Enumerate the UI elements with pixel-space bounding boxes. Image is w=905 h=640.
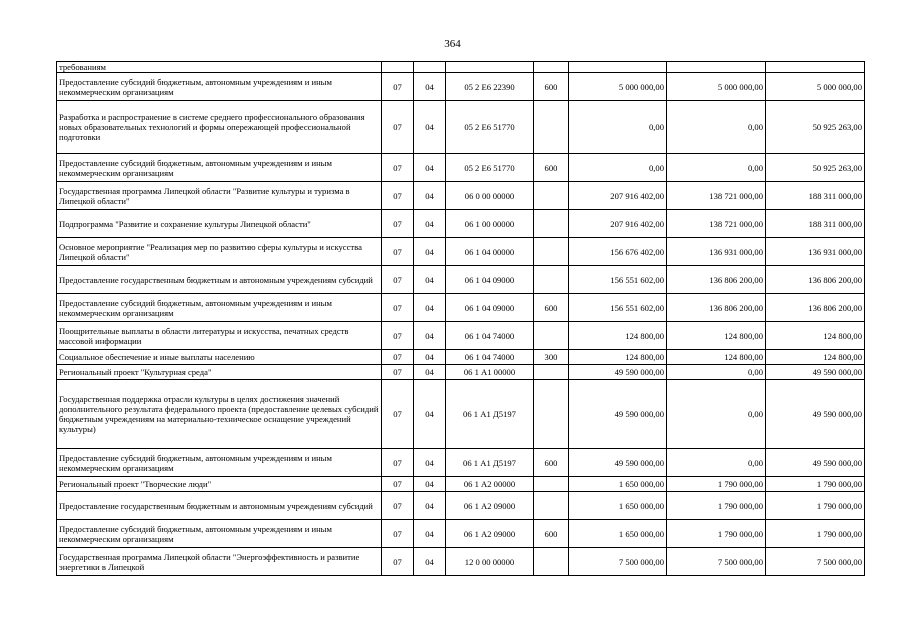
row-name-cell: Предоставление субсидий бюджетным, автономным учреждениям и иным некоммерческим организациям: [57, 520, 382, 548]
table-row: [57, 210, 865, 238]
row-year2-amount-cell: 0,00: [667, 449, 766, 477]
row-year3-amount-cell: 50 925 263,00: [766, 154, 865, 182]
table-row: [57, 449, 865, 477]
row-expense-type-cell: 600: [534, 73, 569, 101]
row-year3-amount-cell: 136 806 200,00: [766, 294, 865, 322]
row-year2-amount-cell: 124 800,00: [667, 350, 766, 365]
row-subsection-cell: 04: [414, 477, 446, 492]
row-subsection-cell: 04: [414, 294, 446, 322]
row-subsection-cell: 04: [414, 266, 446, 294]
row-section-cell: 07: [382, 294, 414, 322]
row-section-cell: 07: [382, 154, 414, 182]
row-year3-amount-cell: [766, 62, 865, 73]
row-year1-amount-cell: 49 590 000,00: [569, 449, 667, 477]
row-year2-amount-cell: 138 721 000,00: [667, 182, 766, 210]
row-target-article-cell: 06 1 04 09000: [446, 266, 534, 294]
row-year1-amount-cell: 49 590 000,00: [569, 365, 667, 380]
row-expense-type-cell: 600: [534, 294, 569, 322]
row-subsection-cell: 04: [414, 73, 446, 101]
row-year2-amount-cell: 1 790 000,00: [667, 492, 766, 520]
table-row: [57, 350, 865, 365]
row-year1-amount-cell: 124 800,00: [569, 350, 667, 365]
row-year3-amount-cell: 49 590 000,00: [766, 380, 865, 449]
row-year2-amount-cell: 0,00: [667, 365, 766, 380]
row-expense-type-cell: [534, 266, 569, 294]
row-target-article-cell: 05 2 Е6 22390: [446, 73, 534, 101]
row-year2-amount-cell: 0,00: [667, 101, 766, 154]
row-target-article-cell: 12 0 00 00000: [446, 548, 534, 576]
row-year3-amount-cell: 124 800,00: [766, 350, 865, 365]
row-year3-amount-cell: 1 790 000,00: [766, 477, 865, 492]
row-name-cell: Предоставление субсидий бюджетным, автономным учреждениям и иным некоммерческим организациям: [57, 154, 382, 182]
budget-table: [56, 61, 865, 576]
row-year2-amount-cell: 124 800,00: [667, 322, 766, 350]
row-expense-type-cell: [534, 365, 569, 380]
row-name-cell: Государственная программа Липецкой области "Энергоэффективность и развитие энергетики в Липецкой: [57, 548, 382, 576]
row-year2-amount-cell: 0,00: [667, 154, 766, 182]
row-name-cell: Предоставление государственным бюджетным и автономным учреждениям субсидий: [57, 266, 382, 294]
row-subsection-cell: 04: [414, 238, 446, 266]
row-name-cell: Предоставление субсидий бюджетным, автономным учреждениям и иным некоммерческим организациям: [57, 294, 382, 322]
row-name-cell: Предоставление субсидий бюджетным, автономным учреждениям и иным некоммерческим организациям: [57, 449, 382, 477]
row-target-article-cell: 06 1 А1 Д5197: [446, 449, 534, 477]
row-section-cell: 07: [382, 520, 414, 548]
row-year1-amount-cell: 207 916 402,00: [569, 182, 667, 210]
row-year1-amount-cell: [569, 62, 667, 73]
row-expense-type-cell: [534, 210, 569, 238]
row-subsection-cell: 04: [414, 101, 446, 154]
row-subsection-cell: 04: [414, 380, 446, 449]
row-subsection-cell: 04: [414, 350, 446, 365]
row-expense-type-cell: 600: [534, 449, 569, 477]
row-name-cell: Предоставление субсидий бюджетным, автономным учреждениям и иным некоммерческим организациям: [57, 73, 382, 101]
page-number: 364: [444, 38, 461, 50]
row-name-cell: Социальное обеспечение и иные выплаты населению: [57, 350, 382, 365]
table-row: [57, 294, 865, 322]
table-row: [57, 322, 865, 350]
row-subsection-cell: 04: [414, 154, 446, 182]
row-section-cell: 07: [382, 266, 414, 294]
row-name-cell: Государственная поддержка отрасли культуры в целях достижения значений дополнительного результата федерального проекта (предоставление целевых субсидий бюджетным учреждениям на материально-техническое оснащение учреждений культуры): [57, 380, 382, 449]
row-year3-amount-cell: 188 311 000,00: [766, 182, 865, 210]
row-year3-amount-cell: 49 590 000,00: [766, 449, 865, 477]
row-year3-amount-cell: 136 806 200,00: [766, 266, 865, 294]
row-name-cell: Региональный проект "Творческие люди": [57, 477, 382, 492]
row-expense-type-cell: 300: [534, 350, 569, 365]
row-year3-amount-cell: 50 925 263,00: [766, 101, 865, 154]
row-section-cell: 07: [382, 238, 414, 266]
row-name-cell: Предоставление государственным бюджетным и автономным учреждениям субсидий: [57, 492, 382, 520]
row-section-cell: [382, 62, 414, 73]
row-target-article-cell: 06 1 А2 00000: [446, 477, 534, 492]
table-row: [57, 73, 865, 101]
row-expense-type-cell: 600: [534, 520, 569, 548]
row-expense-type-cell: [534, 322, 569, 350]
row-year1-amount-cell: 1 650 000,00: [569, 520, 667, 548]
row-subsection-cell: 04: [414, 548, 446, 576]
row-expense-type-cell: [534, 492, 569, 520]
row-target-article-cell: 06 1 04 74000: [446, 322, 534, 350]
row-target-article-cell: 06 1 А2 09000: [446, 492, 534, 520]
row-target-article-cell: 06 0 00 00000: [446, 182, 534, 210]
row-year1-amount-cell: 7 500 000,00: [569, 548, 667, 576]
row-year1-amount-cell: 0,00: [569, 101, 667, 154]
row-year1-amount-cell: 5 000 000,00: [569, 73, 667, 101]
row-expense-type-cell: [534, 477, 569, 492]
row-target-article-cell: 06 1 А1 Д5197: [446, 380, 534, 449]
row-section-cell: 07: [382, 365, 414, 380]
table-row: [57, 101, 865, 154]
row-target-article-cell: 06 1 А1 00000: [446, 365, 534, 380]
row-year1-amount-cell: 156 676 402,00: [569, 238, 667, 266]
row-year1-amount-cell: 1 650 000,00: [569, 477, 667, 492]
row-expense-type-cell: [534, 62, 569, 73]
row-year3-amount-cell: 136 931 000,00: [766, 238, 865, 266]
row-section-cell: 07: [382, 492, 414, 520]
row-year3-amount-cell: 7 500 000,00: [766, 548, 865, 576]
row-year2-amount-cell: 1 790 000,00: [667, 520, 766, 548]
row-year2-amount-cell: 7 500 000,00: [667, 548, 766, 576]
row-year3-amount-cell: 124 800,00: [766, 322, 865, 350]
table-row: [57, 154, 865, 182]
row-year3-amount-cell: 1 790 000,00: [766, 520, 865, 548]
row-section-cell: 07: [382, 380, 414, 449]
row-year2-amount-cell: 136 806 200,00: [667, 266, 766, 294]
row-expense-type-cell: [534, 101, 569, 154]
row-expense-type-cell: [534, 548, 569, 576]
row-subsection-cell: 04: [414, 492, 446, 520]
row-section-cell: 07: [382, 182, 414, 210]
table-row: [57, 520, 865, 548]
row-section-cell: 07: [382, 350, 414, 365]
row-target-article-cell: [446, 62, 534, 73]
row-target-article-cell: 06 1 00 00000: [446, 210, 534, 238]
row-target-article-cell: 05 2 Е6 51770: [446, 154, 534, 182]
row-name-cell: требованиям: [57, 62, 382, 73]
row-year2-amount-cell: 136 931 000,00: [667, 238, 766, 266]
row-year1-amount-cell: 0,00: [569, 154, 667, 182]
row-expense-type-cell: [534, 380, 569, 449]
row-target-article-cell: 06 1 А2 09000: [446, 520, 534, 548]
row-year1-amount-cell: 1 650 000,00: [569, 492, 667, 520]
row-name-cell: Подпрограмма "Развитие и сохранение культуры Липецкой области": [57, 210, 382, 238]
row-year1-amount-cell: 207 916 402,00: [569, 210, 667, 238]
row-subsection-cell: 04: [414, 322, 446, 350]
row-name-cell: Поощрительные выплаты в области литературы и искусства, печатных средств массовой информации: [57, 322, 382, 350]
row-year3-amount-cell: 5 000 000,00: [766, 73, 865, 101]
row-name-cell: Основное мероприятие "Реализация мер по развитию сферы культуры и искусства Липецкой области": [57, 238, 382, 266]
row-section-cell: 07: [382, 210, 414, 238]
row-name-cell: Государственная программа Липецкой области "Развитие культуры и туризма в Липецкой области": [57, 182, 382, 210]
row-expense-type-cell: [534, 238, 569, 266]
row-subsection-cell: [414, 62, 446, 73]
row-subsection-cell: 04: [414, 520, 446, 548]
row-year3-amount-cell: 1 790 000,00: [766, 492, 865, 520]
row-year1-amount-cell: 49 590 000,00: [569, 380, 667, 449]
table-row: [57, 548, 865, 576]
row-section-cell: 07: [382, 73, 414, 101]
table-row: [57, 238, 865, 266]
row-target-article-cell: 06 1 04 09000: [446, 294, 534, 322]
table-row: [57, 492, 865, 520]
row-year2-amount-cell: [667, 62, 766, 73]
row-section-cell: 07: [382, 548, 414, 576]
row-year2-amount-cell: 0,00: [667, 380, 766, 449]
row-year2-amount-cell: 136 806 200,00: [667, 294, 766, 322]
row-year1-amount-cell: 124 800,00: [569, 322, 667, 350]
table-row: [57, 380, 865, 449]
row-year2-amount-cell: 1 790 000,00: [667, 477, 766, 492]
table-row: [57, 477, 865, 492]
row-subsection-cell: 04: [414, 210, 446, 238]
row-target-article-cell: 05 2 Е6 51770: [446, 101, 534, 154]
row-year3-amount-cell: 49 590 000,00: [766, 365, 865, 380]
table-row: [57, 266, 865, 294]
row-name-cell: Региональный проект "Культурная среда": [57, 365, 382, 380]
table-row: [57, 62, 865, 73]
row-section-cell: 07: [382, 449, 414, 477]
row-year3-amount-cell: 188 311 000,00: [766, 210, 865, 238]
row-name-cell: Разработка и распространение в системе среднего профессионального образования новых образовательных технологий и формы опережающей профессиональной подготовки: [57, 101, 382, 154]
row-year2-amount-cell: 138 721 000,00: [667, 210, 766, 238]
table-row: [57, 182, 865, 210]
row-target-article-cell: 06 1 04 00000: [446, 238, 534, 266]
row-year1-amount-cell: 156 551 602,00: [569, 266, 667, 294]
row-section-cell: 07: [382, 322, 414, 350]
row-section-cell: 07: [382, 101, 414, 154]
table-row: [57, 365, 865, 380]
row-year1-amount-cell: 156 551 602,00: [569, 294, 667, 322]
row-target-article-cell: 06 1 04 74000: [446, 350, 534, 365]
row-expense-type-cell: 600: [534, 154, 569, 182]
row-subsection-cell: 04: [414, 182, 446, 210]
row-section-cell: 07: [382, 477, 414, 492]
row-subsection-cell: 04: [414, 365, 446, 380]
row-year2-amount-cell: 5 000 000,00: [667, 73, 766, 101]
row-subsection-cell: 04: [414, 449, 446, 477]
row-expense-type-cell: [534, 182, 569, 210]
